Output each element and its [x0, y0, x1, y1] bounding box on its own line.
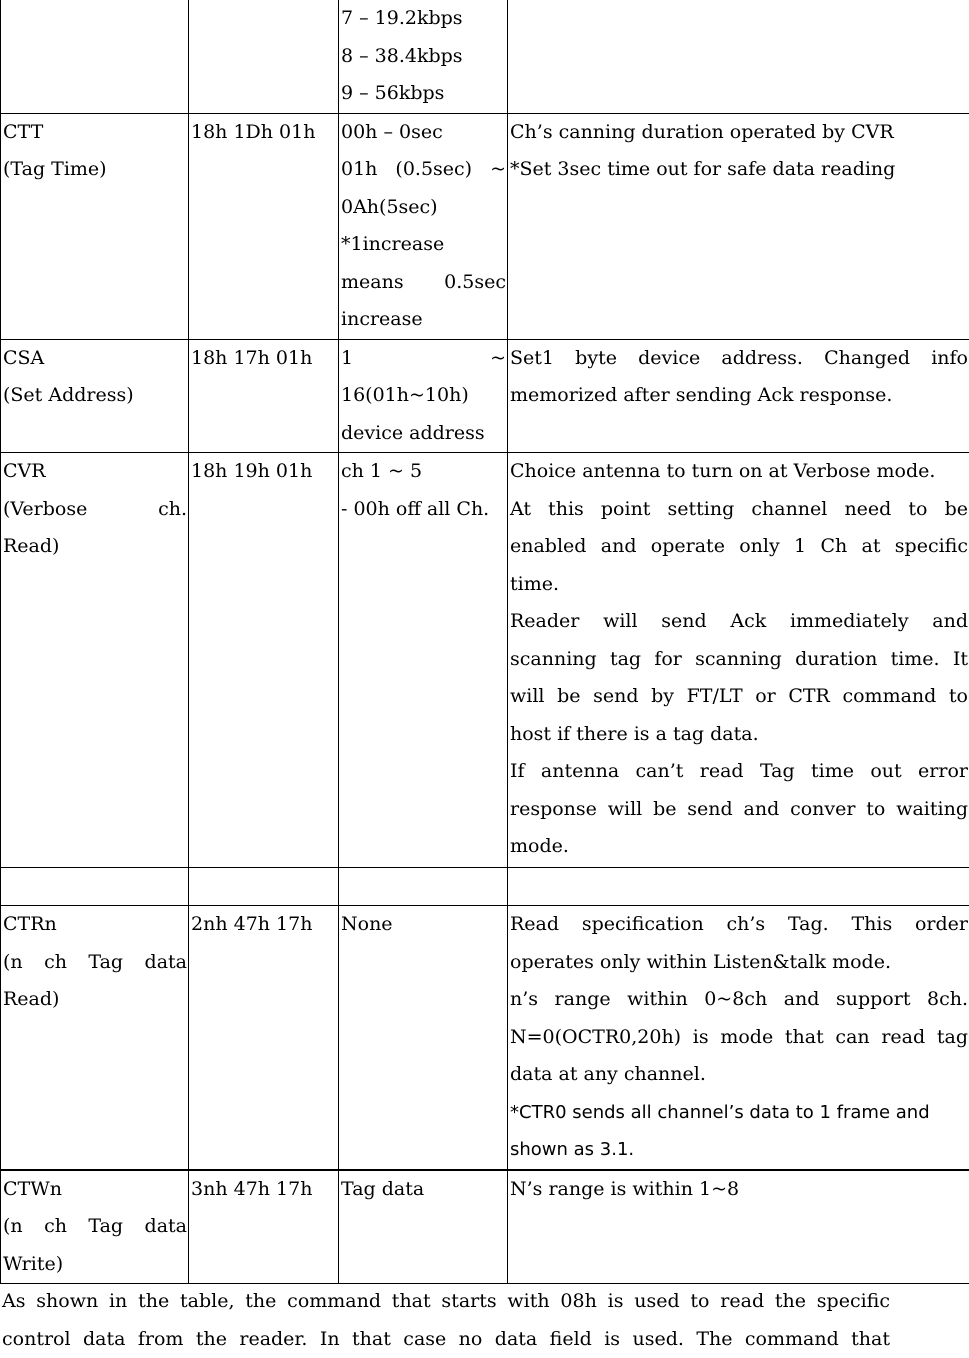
baud-rate-8: 8 – 38.4kbps — [341, 38, 506, 76]
cell-description — [508, 339, 969, 453]
cell-code: 2nh 47h 17h — [189, 906, 339, 1170]
cell-description — [508, 906, 969, 1170]
command-desc: (n ch Tag data — [3, 944, 187, 982]
paragraph-line: control data from the reader. In that case no data field is used. The command that — [2, 1321, 890, 1358]
value-line: increase — [341, 301, 506, 339]
desc-line: will be send by FT/LT or CTR command to — [510, 678, 968, 716]
cell-empty — [508, 868, 969, 906]
value-line: 1 ~ — [341, 340, 506, 378]
value-line: 00h – 0sec — [341, 114, 506, 152]
value-line: 16(01h~10h) — [341, 377, 506, 415]
table-row — [1, 453, 969, 868]
table-row — [1, 113, 969, 339]
cell-value — [339, 113, 508, 339]
note-line: *CTR0 sends all channel’s data to 1 frame and — [510, 1094, 968, 1132]
desc-line: *Set 3sec time out for safe data reading — [510, 151, 968, 189]
value-line: means 0.5sec — [341, 264, 506, 302]
cell-value — [339, 339, 508, 453]
cell-value — [339, 0, 508, 113]
cell-value: None — [339, 906, 508, 1170]
desc-line: response will be send and conver to waiting — [510, 791, 968, 829]
cell-code: 18h 19h 01h — [189, 453, 339, 868]
desc-line: time. — [510, 566, 968, 604]
cell-code: 3nh 47h 17h — [189, 1170, 339, 1284]
cell-description — [508, 453, 969, 868]
baud-rate-7: 7 – 19.2kbps — [341, 0, 506, 38]
command-desc: (Set Address) — [3, 377, 187, 415]
desc-line: host if there is a tag data. — [510, 716, 968, 754]
paragraph-line: As shown in the table, the command that starts with 08h is used to read the specific — [2, 1283, 890, 1321]
command-desc: (Verbose ch. — [3, 491, 187, 529]
desc-line: enabled and operate only 1 Ch at specific — [510, 528, 968, 566]
cell-description — [508, 113, 969, 339]
table-row — [1, 1170, 969, 1284]
command-desc: Read) — [3, 981, 187, 1019]
note-line: shown as 3.1. — [510, 1131, 968, 1169]
cell-command — [1, 1170, 189, 1284]
baud-rate-9: 9 – 56kbps — [341, 75, 506, 113]
command-name: CSA — [3, 340, 187, 378]
cell-command — [1, 339, 189, 453]
cell-description: N’s range is within 1~8 — [508, 1170, 969, 1284]
cell-empty — [1, 868, 189, 906]
value-line: 0Ah(5sec) — [341, 189, 506, 227]
command-name: CTWn — [3, 1171, 187, 1209]
cell-description — [508, 0, 969, 113]
desc-line: data at any channel. — [510, 1056, 968, 1094]
desc-line: Reader will send Ack immediately and — [510, 603, 968, 641]
cell-value: Tag data — [339, 1170, 508, 1284]
cell-empty — [339, 868, 508, 906]
cell-command — [1, 453, 189, 868]
desc-line: Choice antenna to turn on at Verbose mode. — [510, 453, 968, 491]
desc-line: Read specification ch’s Tag. This order — [510, 906, 968, 944]
cell-code — [189, 0, 339, 113]
value-line: - 00h off all Ch. — [341, 491, 506, 529]
command-name: CVR — [3, 453, 187, 491]
value-line: ch 1 ~ 5 — [341, 453, 506, 491]
body-paragraph — [2, 1283, 890, 1358]
table-row — [1, 339, 969, 453]
cell-command — [1, 113, 189, 339]
cell-command — [1, 906, 189, 1170]
command-desc: (Tag Time) — [3, 151, 187, 189]
table-row — [1, 906, 969, 1170]
desc-line: mode. — [510, 828, 968, 866]
value-line: 01h (0.5sec) ~ — [341, 151, 506, 189]
value-line: *1increase — [341, 226, 506, 264]
desc-line: n’s range within 0~8ch and support 8ch. — [510, 981, 968, 1019]
command-desc: Read) — [3, 528, 187, 566]
cell-code: 18h 1Dh 01h — [189, 113, 339, 339]
cell-empty — [189, 868, 339, 906]
desc-line: Set1 byte device address. Changed info — [510, 340, 968, 378]
desc-line: N=0(OCTR0,20h) is mode that can read tag — [510, 1019, 968, 1057]
desc-line: memorized after sending Ack response. — [510, 377, 968, 415]
table-row-empty — [1, 868, 969, 906]
command-name: CTT — [3, 114, 187, 152]
command-desc: (n ch Tag data — [3, 1208, 187, 1246]
cell-code: 18h 17h 01h — [189, 339, 339, 453]
desc-line: scanning tag for scanning duration time. It — [510, 641, 968, 679]
desc-line: At this point setting channel need to be — [510, 491, 968, 529]
cell-command — [1, 0, 189, 113]
table-row — [1, 0, 969, 113]
command-desc: Write) — [3, 1246, 187, 1284]
desc-line: operates only within Listen&talk mode. — [510, 944, 968, 982]
cell-value — [339, 453, 508, 868]
command-name: CTRn — [3, 906, 187, 944]
desc-line: If antenna can’t read Tag time out error — [510, 753, 968, 791]
desc-line: Ch’s canning duration operated by CVR — [510, 114, 968, 152]
value-line: device address — [341, 415, 506, 453]
